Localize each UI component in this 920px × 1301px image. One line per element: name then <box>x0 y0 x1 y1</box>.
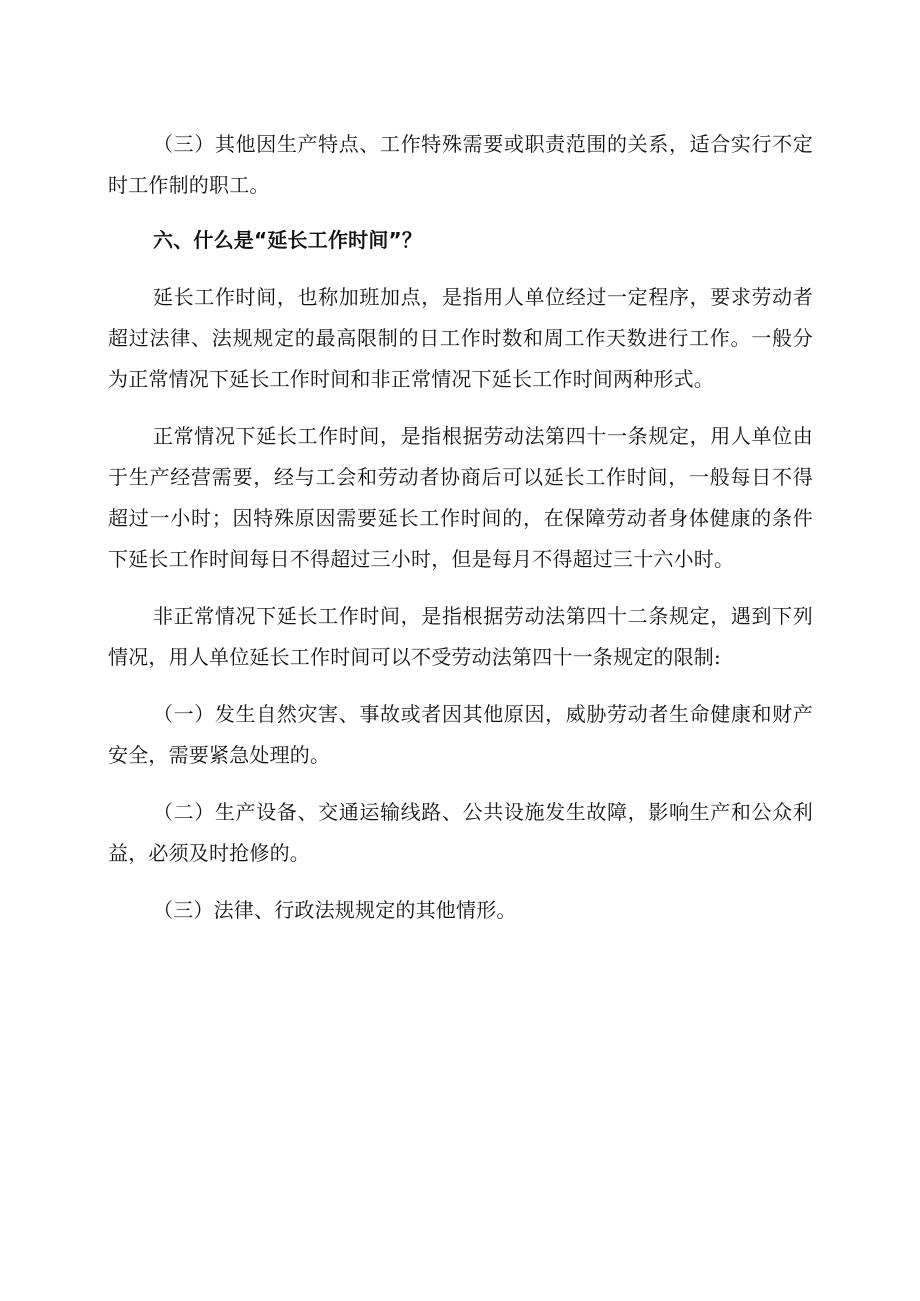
paragraph-definition: 延长工作时间，也称加班加点，是指用人单位经过一定程序，要求劳动者超过法律、法规规定的最高限制的日工作时数和周工作天数进行工作。一般分为正常情况下延长工作时间和非正常情况下延长工作时间两种形式。 <box>108 285 813 391</box>
paragraph-normal-overtime: 正常情况下延长工作时间，是指根据劳动法第四十一条规定，用人单位由于生产经营需要，经与工会和劳动者协商后可以延长工作时间，一般每日不得超过一小时；因特殊原因需要延长工作时间的，在保障劳动者身体健康的条件下延长工作时间每日不得超过三小时，但是每月不得超过三十六小时。 <box>108 424 813 571</box>
list-item-two: （二）生产设备、交通运输线路、公共设施发生故障，影响生产和公众利益，必须及时抢修的。 <box>108 800 813 865</box>
list-item-three: （三）法律、行政法规规定的其他情形。 <box>153 898 517 922</box>
paragraph-abnormal-overtime: 非正常情况下延长工作时间，是指根据劳动法第四十二条规定，遇到下列情况，用人单位延长工作时间可以不受劳动法第四十一条规定的限制: <box>108 604 813 669</box>
list-item-one: （一）发生自然灾害、事故或者因其他原因，威胁劳动者生命健康和财产安全，需要紧急处理的。 <box>108 702 813 767</box>
document-body <box>108 124 813 947</box>
paragraph-item-three-indefinite-hours: （三）其他因生产特点、工作特殊需要或职责范围的关系，适合实行不定时工作制的职工。 <box>108 132 813 197</box>
section-heading-extended-hours: 六、什么是“延长工作时间”？ <box>153 228 423 252</box>
